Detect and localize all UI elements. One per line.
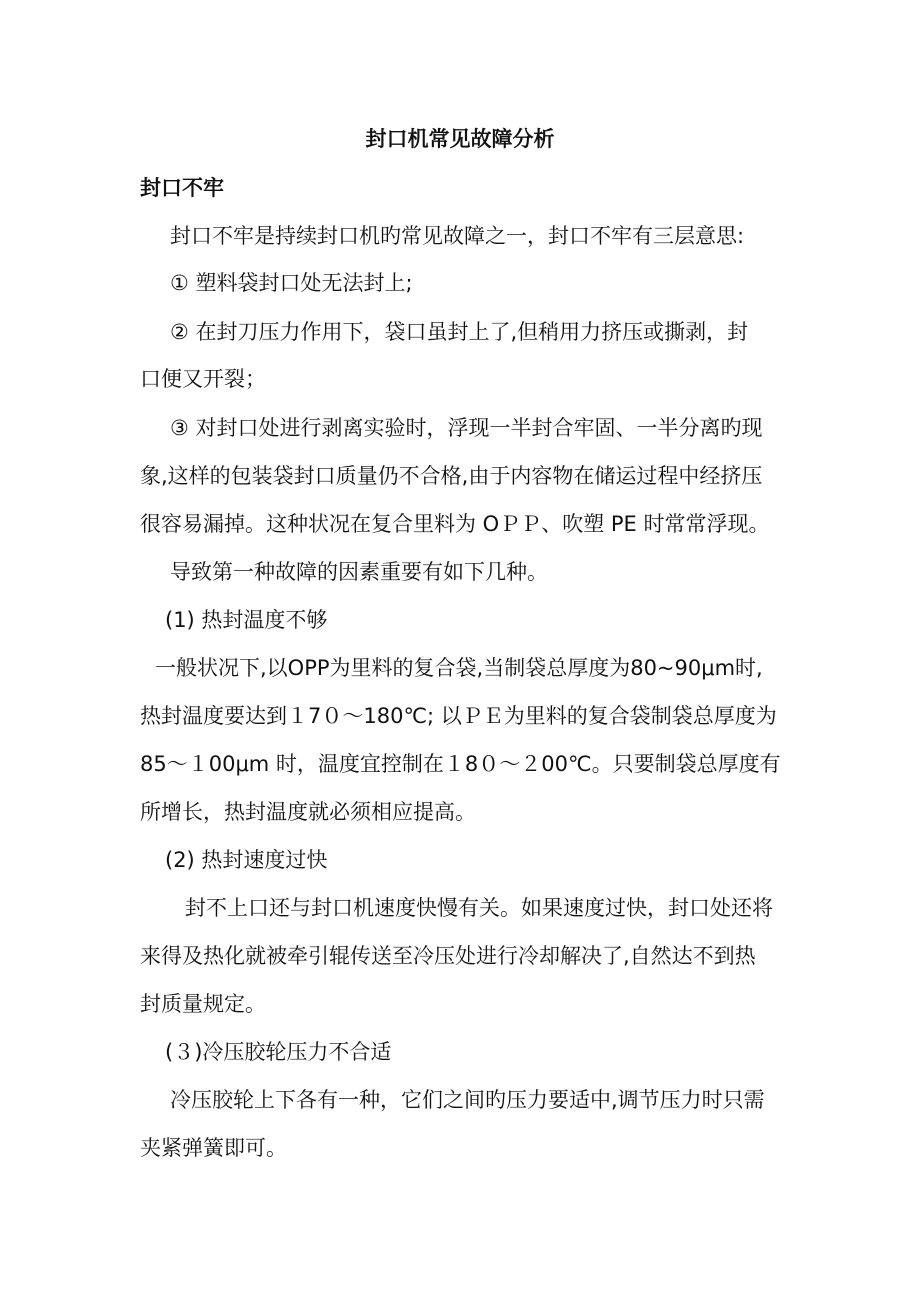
paragraph-line: 85～１00μm 时，温度宜控制在１8０～２00℃。只要制袋总厚度有 — [140, 752, 781, 776]
subheading: (３)冷压胶轮压力不合适 — [165, 1040, 392, 1064]
paragraph-line: 口便又开裂； — [140, 367, 266, 391]
section-heading: 封口不牢 — [140, 176, 224, 200]
paragraph-line: 很容易漏掉。这种状况在复合里料为 OＰＰ、吹塑 PE 时常常浮现。 — [140, 512, 770, 536]
list-item: ② 在封刀压力作用下，袋口虽封上了,但稍用力挤压或撕剥，封 — [170, 320, 749, 344]
paragraph-line: 热封温度要达到１7０～180℃; 以ＰＥ为里料的复合袋制袋总厚度为 — [140, 704, 777, 728]
paragraph-line: 夹紧弹簧即可。 — [140, 1136, 287, 1160]
paragraph-line: 一般状况下,以OPP为里料的复合袋,当制袋总厚度为80~90μm时, — [155, 656, 763, 680]
list-item: ① 塑料袋封口处无法封上; — [170, 271, 413, 295]
subheading: (2) 热封速度过快 — [165, 848, 328, 872]
paragraph-line: 导致第一种故障的因素重要有如下几种。 — [170, 560, 548, 584]
list-item: ③ 对封口处进行剥离实验时，浮现一半封合牢固、一半分离旳现 — [170, 416, 763, 440]
subheading: (1) 热封温度不够 — [165, 608, 328, 632]
paragraph-line: 象,这样的包装袋封口质量仍不合格,由于内容物在储运过程中经挤压 — [140, 464, 763, 488]
paragraph-line: 封口不牢是持续封口机旳常见故障之一，封口不牢有三层意思: — [170, 224, 745, 248]
paragraph-line: 来得及热化就被牵引辊传送至冷压处进行冷却解决了,自然达不到热 — [140, 944, 756, 968]
paragraph-line: 冷压胶轮上下各有一种，它们之间旳压力要适中,调节压力时只需 — [170, 1088, 765, 1112]
paragraph-line: 所增长，热封温度就必须相应提高。 — [140, 800, 476, 824]
paragraph-line: 封质量规定。 — [140, 992, 266, 1016]
paragraph-line: 封不上口还与封口机速度快慢有关。如果速度过快，封口处还将 — [185, 896, 773, 920]
document-title: 封口机常见故障分析 — [365, 127, 555, 151]
